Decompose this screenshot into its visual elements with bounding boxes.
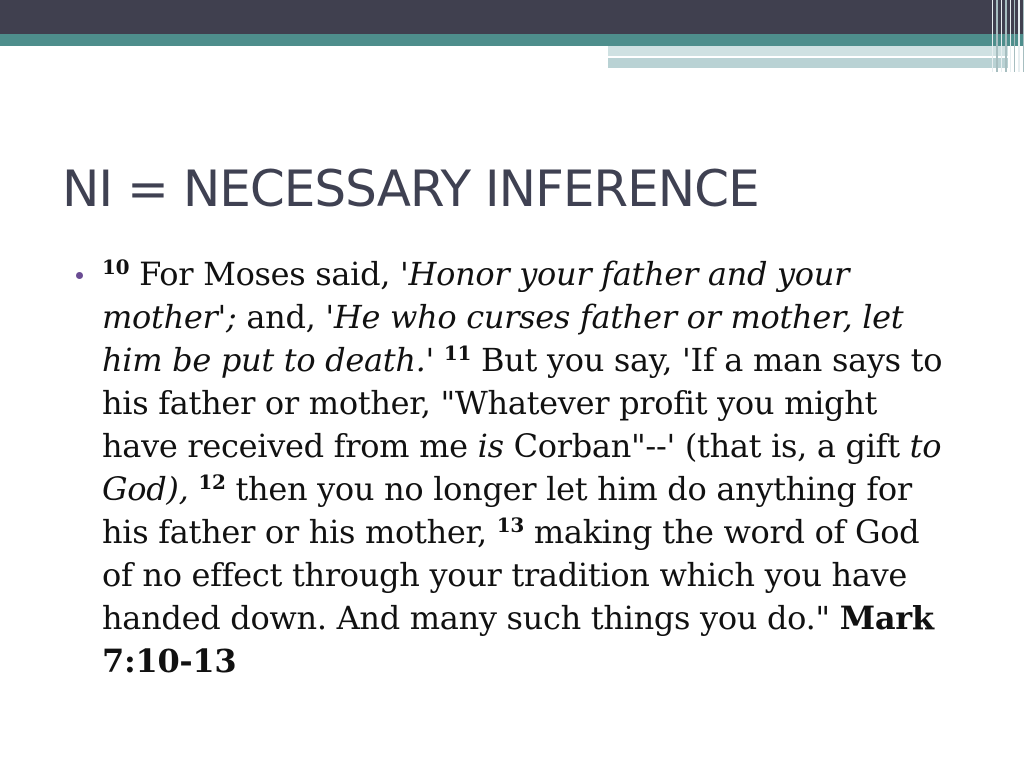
scripture-text: then you no longer let him do anything for his father or his mother, xyxy=(102,470,912,551)
verse-number-11: 11 xyxy=(443,341,472,365)
verse-number-13: 13 xyxy=(496,513,524,537)
scripture-text: But you say, 'If a man says to his father or mother, "Whatever profit you might have received from me xyxy=(102,341,943,465)
scripture-quote: 'He who curses father or mother, let him be put to death.' xyxy=(102,298,904,379)
header-teal-bar xyxy=(0,34,1024,46)
scripture-quote: 'Honor your father and your mother'; xyxy=(102,255,850,336)
scripture-text: making the word of God of no effect through your tradition which you have handed down. And many such things you do." xyxy=(102,513,920,637)
header-light-bar xyxy=(608,46,1008,56)
scripture-text: For Moses said, xyxy=(139,255,401,293)
header-decoration xyxy=(0,0,1024,72)
header-dark-bar xyxy=(0,0,1024,34)
verse-number-10: 10 xyxy=(102,255,130,279)
slide-body xyxy=(76,253,956,683)
bullet-item-scripture xyxy=(76,253,956,683)
header-light-bar-lower xyxy=(608,58,1008,68)
scripture-text: and, xyxy=(236,298,326,336)
verse-number-12: 12 xyxy=(198,470,226,494)
bullet-icon xyxy=(76,272,83,279)
scripture-reference: Mark 7:10-13 xyxy=(102,599,934,680)
scripture-text: Corban"--' (that is, a gift xyxy=(503,427,910,465)
scripture-emphasis: to God), xyxy=(102,427,942,508)
header-corner-stripes xyxy=(992,0,1024,72)
slide-title: NI = NECESSARY INFERENCE xyxy=(62,160,759,218)
scripture-emphasis: is xyxy=(477,427,504,465)
